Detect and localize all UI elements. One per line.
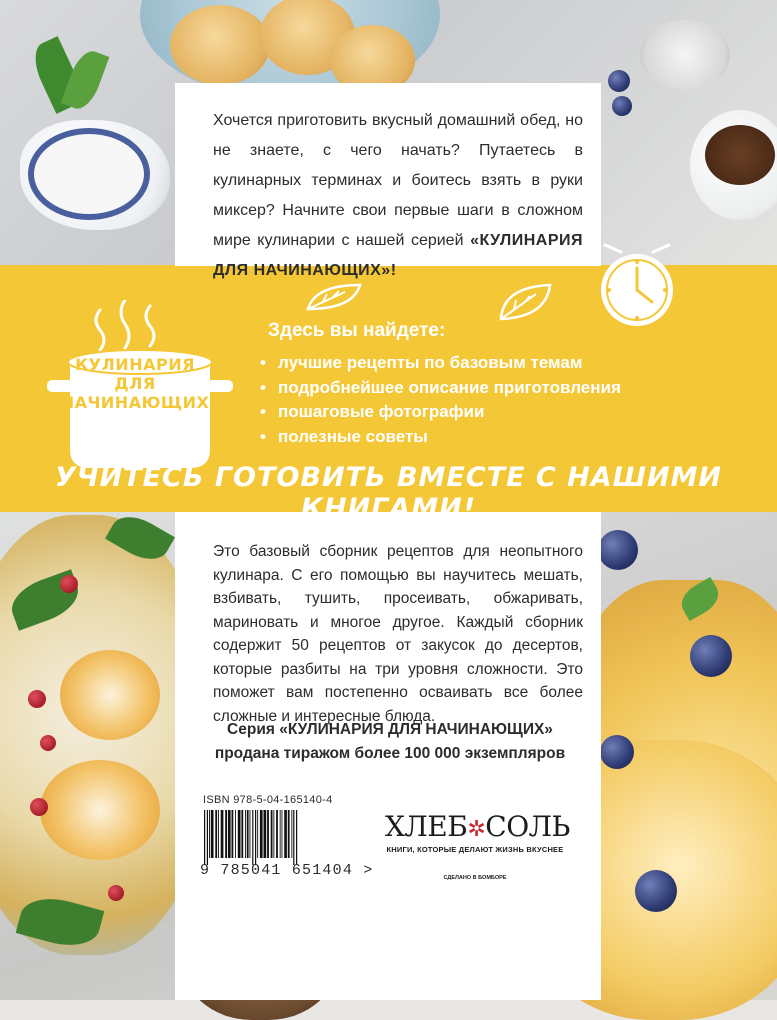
description-text: Это базовый сборник рецептов для неопытного кулинара. С его помощью вы научитесь мешать, взбивать, тушить, просеивать, обжаривать, мариновать и многое другое. Каждый сборник содержит 50 рецептов от закусок до десертов, которые разбиты на три уровня сложности. Это поможет вам постепенно осваивать все более сложные и интересные блюда. <box>213 543 583 725</box>
blueberry-image <box>690 635 732 677</box>
feature-text: лучшие рецепты по базовым темам <box>278 353 583 372</box>
leaf-icon <box>498 282 553 322</box>
series-statement <box>190 718 590 766</box>
publisher-made-in: СДЕЛАНО В БОМБОРЕ <box>443 875 507 881</box>
syrniki-image <box>170 5 270 85</box>
publisher-logo-left: ХЛЕБ <box>385 810 468 843</box>
orange-slice-image <box>40 760 160 860</box>
features-list <box>260 351 621 449</box>
feature-text: подробнейшее описание приготовления <box>278 377 621 397</box>
intro-series-name: «КУЛИНАРИЯ ДЛЯ НАЧИНАЮЩИХ»! <box>213 232 583 279</box>
spoon-image <box>640 20 730 90</box>
pomegranate-image <box>108 885 124 901</box>
pomegranate-image <box>60 575 78 593</box>
pomegranate-image <box>40 735 56 751</box>
series-line: продана тиражом более 100 000 экземпляров <box>214 745 566 762</box>
blueberry-image <box>635 870 677 912</box>
pot-label-line: НАЧИНАЮЩИХ <box>60 393 210 412</box>
blueberry-image <box>600 735 634 769</box>
slogan: УЧИТЕСЬ ГОТОВИТЬ ВМЕСТЕ С НАШИМИ КНИГАМИ! <box>54 462 723 524</box>
series-line: Серия «КУЛИНАРИЯ ДЛЯ НАЧИНАЮЩИХ» <box>227 721 553 738</box>
intro-body: Хочется приготовить вкусный домашний обед, но не знаете, с чего начать? Путаетесь в кулинарных терминах и боитесь взять в руки миксер? Начните свои первые шаги в сложном мире кулинарии с нашей серией <box>213 112 583 249</box>
pot-label <box>60 355 210 412</box>
blueberry-image <box>598 530 638 570</box>
publisher-tagline: КНИГИ, КОТОРЫЕ ДЕЛАЮТ ЖИЗНЬ ВКУСНЕЕ <box>386 845 564 854</box>
list-item: • полезные советы <box>260 426 428 446</box>
feature-text: пошаговые фотографии <box>278 402 485 421</box>
features-title: Здесь вы найдете: <box>268 320 446 341</box>
isbn-label: ISBN 978-5-04-165140-4 <box>203 794 333 806</box>
publisher-logo-right: СОЛЬ <box>485 810 570 843</box>
intro-text <box>213 106 583 286</box>
barcode-number: 9 785041 651404 > <box>200 862 374 879</box>
orange-slice-image <box>60 650 160 740</box>
milk-pitcher-rim <box>28 128 150 220</box>
publisher-logo <box>385 810 570 843</box>
pomegranate-image <box>30 798 48 816</box>
publisher-logo-ornament: ✲ <box>467 817 486 842</box>
pot-label-line: ДЛЯ <box>114 374 156 393</box>
feature-text: полезные советы <box>278 426 428 446</box>
coffee-image <box>705 125 775 185</box>
leaf-icon <box>305 282 363 312</box>
list-item: • лучшие рецепты по базовым темам <box>260 353 583 372</box>
list-item: • пошаговые фотографии <box>260 402 485 421</box>
pomegranate-image <box>28 690 46 708</box>
pot-label-line: КУЛИНАРИЯ <box>75 355 195 374</box>
clock-icon <box>597 240 677 332</box>
blueberry-image <box>612 96 632 116</box>
blueberry-image <box>608 70 630 92</box>
barcode-icon <box>198 810 358 865</box>
list-item: • подробнейшее описание приготовления <box>260 377 621 397</box>
